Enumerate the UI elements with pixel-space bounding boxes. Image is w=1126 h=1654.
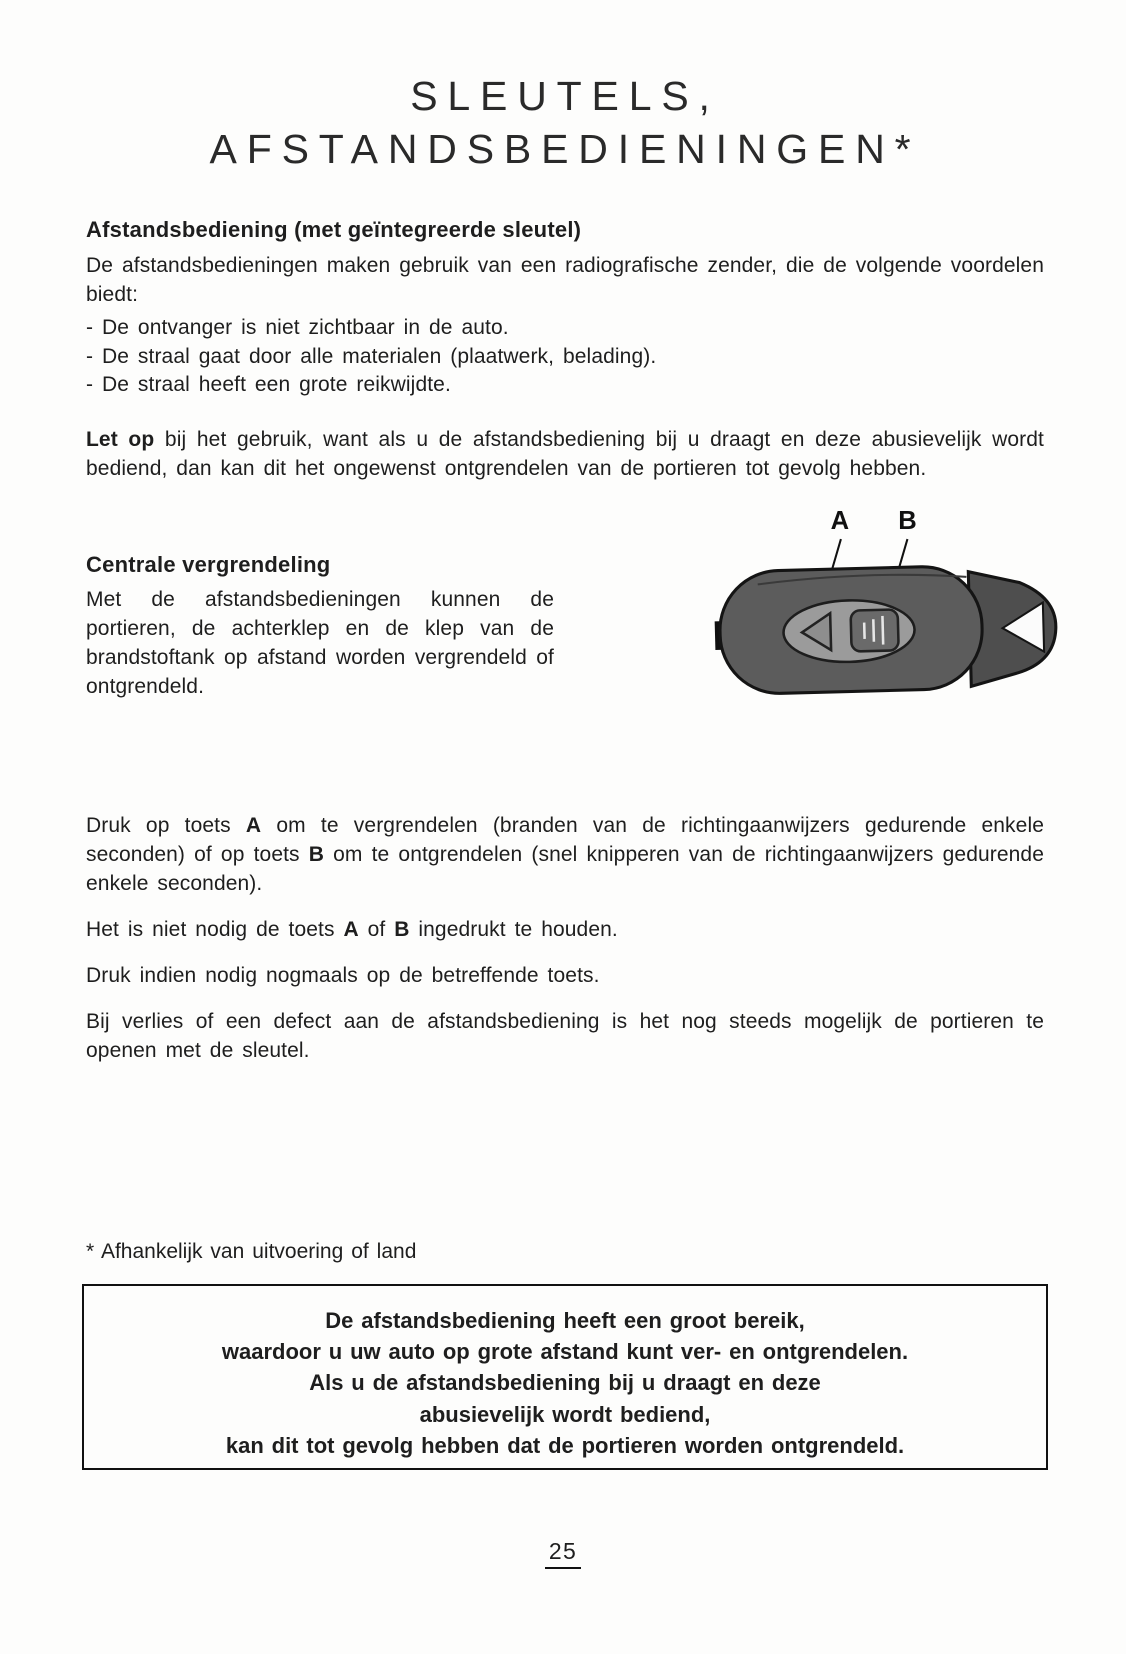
button-b-label: B (898, 507, 917, 536)
key-b-ref: B (308, 843, 325, 867)
usage-paragraph-2 (86, 916, 1044, 945)
page-title (86, 70, 1044, 177)
usage-text: of (358, 918, 395, 942)
usage-text: om te ontgrendelen (snel knipperen van de richtingaanwijzers gedurende enkele seconden). (86, 843, 1044, 896)
advantages-list (86, 314, 1044, 401)
usage-paragraph-1 (86, 812, 1044, 899)
list-item: - De straal gaat door alle materialen (plaatwerk, belading). (86, 344, 657, 368)
warning-paragraph (86, 426, 1044, 484)
remote-section-intro: De afstandsbedieningen maken gebruik van een radiografische zender, die de volgende voordelen biedt: (86, 253, 1044, 306)
warning-lead: Let op (86, 428, 155, 452)
footnote: * Afhankelijk van uitvoering of land (86, 1240, 417, 1263)
keyfob-illustration (714, 500, 1062, 705)
remote-section-heading: Afstandsbediening (met geïntegreerde sleutel) (86, 216, 582, 242)
usage-text: Het is niet nodig de toets (86, 918, 344, 942)
page-number-area (0, 1538, 1126, 1569)
central-locking-section (86, 507, 1044, 762)
list-item: - De straal heeft een grote reikwijdte. (86, 373, 451, 397)
notice-line: abusievelijk wordt bediend, (419, 1401, 711, 1427)
key-a-ref: A (245, 814, 262, 838)
usage-text: om te vergrendelen (branden van de richtingaanwijzers gedurende enkele seconden) of op toets (86, 814, 1044, 867)
warning-text: bij het gebruik, want als u de afstandsbediening bij u draagt en deze abusievelijk wordt bediend, dan kan dit het ongewenst ontgrendelen van de portieren tot gevolg hebben. (86, 428, 1044, 481)
key-b-ref: B (394, 918, 410, 942)
page-number: 25 (545, 1538, 581, 1569)
page-content (86, 0, 1044, 1066)
central-locking-heading: Centrale vergrendeling (86, 552, 331, 578)
page-title-line1: SLEUTELS, (410, 73, 720, 119)
usage-text: Druk op toets (86, 814, 246, 838)
notice-line: De afstandsbediening heeft een groot bereik, (325, 1308, 805, 1333)
notice-box (82, 1284, 1048, 1470)
usage-text: ingedrukt te houden. (409, 918, 618, 942)
keyfob-figure (714, 500, 1062, 705)
usage-paragraph-3: Druk indien nodig nogmaals op de betreffende toets. (86, 964, 600, 988)
unlock-button-mark (873, 620, 874, 643)
unlock-button-mark (882, 616, 883, 645)
page-title-line2: AFSTANDSBEDIENINGEN* (209, 126, 921, 173)
usage-paragraph-4: Bij verlies of een defect aan de afstandsbediening is het nog steeds mogelijk de portieren te openen met de sleutel. (86, 1010, 1044, 1063)
button-a-label: A (830, 507, 850, 536)
keyfob-body-group (714, 564, 1057, 696)
key-a-ref: A (343, 918, 359, 942)
central-locking-text (86, 552, 554, 702)
notice-line: kan dit tot gevolg hebben dat de portieren worden ontgrendeld. (225, 1432, 905, 1458)
list-item: - De ontvanger is niet zichtbaar in de auto. (86, 315, 509, 339)
notice-line: waardoor u uw auto op grote afstand kunt ver- en ontgrendelen. (221, 1339, 909, 1365)
notice-line: Als u de afstandsbediening bij u draagt en deze (309, 1370, 821, 1396)
central-locking-body: Met de afstandsbedieningen kunnen de portieren, de achterklep en de klep van de brandstoftank op afstand worden vergrendeld of ontgrendeld. (86, 588, 554, 699)
